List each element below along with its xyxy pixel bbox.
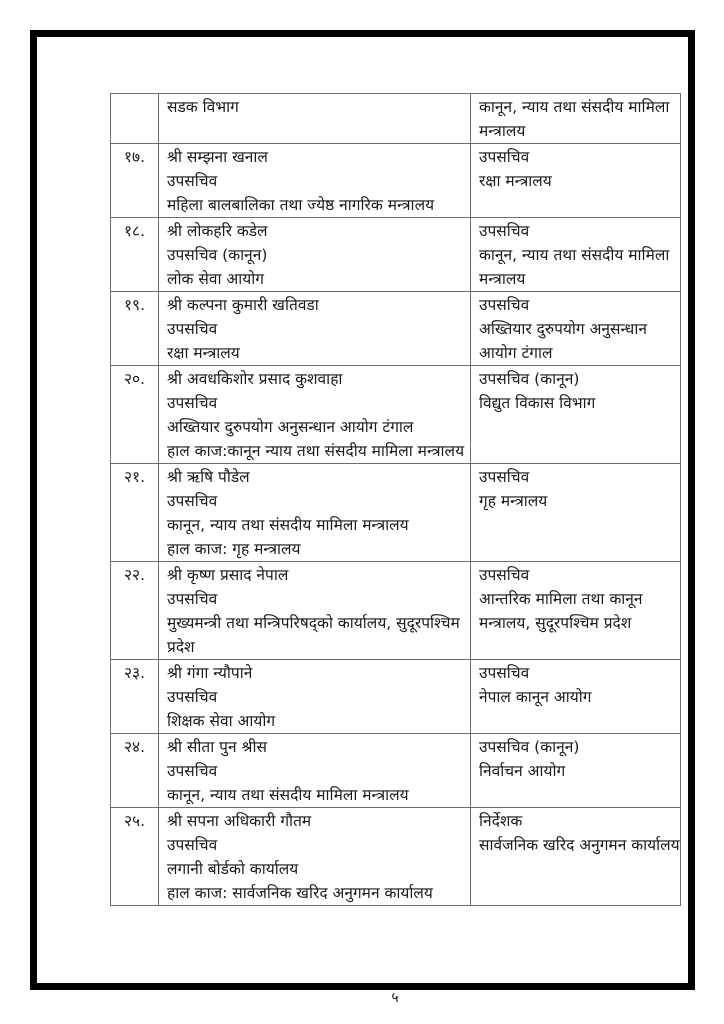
cell-line: निर्देशक bbox=[479, 812, 523, 830]
cell-line: कानून, न्याय तथा संसदीय मामिला bbox=[479, 98, 670, 116]
cell-line: गृह मन्त्रालय bbox=[479, 492, 548, 510]
cell-line: उपसचिव bbox=[167, 836, 218, 854]
cell-line: उपसचिव bbox=[479, 468, 530, 486]
cell-line: उपसचिव bbox=[167, 320, 218, 338]
officials-table bbox=[110, 93, 681, 906]
serial-cell: २५. bbox=[111, 808, 159, 906]
table-row bbox=[111, 808, 681, 906]
cell-line: उपसचिव (कानून) bbox=[479, 370, 580, 388]
cell-line: सार्वजनिक खरिद अनुगमन कार्यालय bbox=[479, 836, 680, 854]
assignment-cell bbox=[471, 808, 681, 906]
cell-line: हाल काज: गृह मन्त्रालय bbox=[167, 540, 301, 558]
cell-line: सडक विभाग bbox=[167, 98, 239, 116]
serial-cell: २४. bbox=[111, 734, 159, 808]
person-cell bbox=[159, 734, 471, 808]
cell-line: श्री सम्झना खनाल bbox=[167, 148, 268, 166]
cell-line: नेपाल कानून आयोग bbox=[479, 688, 592, 706]
person-cell bbox=[159, 366, 471, 464]
cell-line: लोक सेवा आयोग bbox=[167, 270, 264, 288]
cell-line: उपसचिव bbox=[479, 664, 530, 682]
cell-line: मुख्यमन्त्री तथा मन्त्रिपरिषद्को कार्यालय, सुदूरपश्चिम bbox=[167, 614, 460, 632]
cell-line: रक्षा मन्त्रालय bbox=[479, 172, 552, 190]
cell-line: उपसचिव bbox=[479, 296, 530, 314]
cell-line: शिक्षक सेवा आयोग bbox=[167, 712, 276, 730]
cell-line: उपसचिव bbox=[167, 172, 218, 190]
person-cell bbox=[159, 218, 471, 292]
cell-line: उपसचिव bbox=[479, 148, 530, 166]
cell-line: निर्वाचन आयोग bbox=[479, 762, 566, 780]
cell-line: अख्तियार दुरुपयोग अनुसन्धान आयोग टंगाल bbox=[167, 418, 414, 436]
cell-line: प्रदेश bbox=[167, 638, 195, 656]
cell-line: उपसचिव bbox=[167, 394, 218, 412]
person-cell bbox=[159, 562, 471, 660]
person-cell bbox=[159, 144, 471, 218]
cell-line: कानून, न्याय तथा संसदीय मामिला मन्त्रालय bbox=[167, 516, 409, 534]
assignment-cell bbox=[471, 144, 681, 218]
table-row bbox=[111, 660, 681, 734]
cell-line: उपसचिव bbox=[167, 688, 218, 706]
cell-line: अख्तियार दुरुपयोग अनुसन्धान bbox=[479, 320, 647, 338]
cell-line: रक्षा मन्त्रालय bbox=[167, 344, 240, 362]
cell-line: उपसचिव (कानून) bbox=[479, 738, 580, 756]
table-row bbox=[111, 94, 681, 144]
assignment-cell bbox=[471, 660, 681, 734]
cell-line: मन्त्रालय bbox=[479, 270, 526, 288]
table-row bbox=[111, 734, 681, 808]
cell-line: श्री सपना अधिकारी गौतम bbox=[167, 812, 312, 830]
cell-line: श्री ऋषि पौडेल bbox=[167, 468, 250, 486]
serial-cell: २०. bbox=[111, 366, 159, 464]
cell-line: उपसचिव bbox=[479, 222, 530, 240]
cell-line: उपसचिव bbox=[167, 762, 218, 780]
cell-line: कानून, न्याय तथा संसदीय मामिला bbox=[479, 246, 670, 264]
cell-line: उपसचिव (कानून) bbox=[167, 246, 268, 264]
assignment-cell bbox=[471, 562, 681, 660]
serial-cell: १९. bbox=[111, 292, 159, 366]
cell-line: मन्त्रालय bbox=[479, 122, 526, 140]
assignment-cell bbox=[471, 464, 681, 562]
table-row bbox=[111, 144, 681, 218]
cell-line: मन्त्रालय, सुदूरपश्चिम प्रदेश bbox=[479, 614, 632, 632]
table-row bbox=[111, 562, 681, 660]
person-cell bbox=[159, 94, 471, 144]
serial-cell: २३. bbox=[111, 660, 159, 734]
assignment-cell bbox=[471, 218, 681, 292]
cell-line: कानून, न्याय तथा संसदीय मामिला मन्त्रालय bbox=[167, 786, 409, 804]
roster-table-body bbox=[111, 94, 681, 906]
serial-cell: २२. bbox=[111, 562, 159, 660]
cell-line: विद्युत विकास विभाग bbox=[479, 394, 596, 412]
cell-line: श्री लोकहरि कडेल bbox=[167, 222, 268, 240]
cell-line: आयोग टंगाल bbox=[479, 344, 553, 362]
table-row bbox=[111, 366, 681, 464]
person-cell bbox=[159, 660, 471, 734]
person-cell bbox=[159, 808, 471, 906]
cell-line: उपसचिव bbox=[479, 566, 530, 584]
person-cell bbox=[159, 292, 471, 366]
assignment-cell bbox=[471, 94, 681, 144]
assignment-cell bbox=[471, 734, 681, 808]
serial-cell: १७. bbox=[111, 144, 159, 218]
cell-line: लगानी बोर्डको कार्यालय bbox=[167, 860, 299, 878]
cell-line: श्री गंगा न्यौपाने bbox=[167, 664, 253, 682]
cell-line: श्री अवधकिशोर प्रसाद कुशवाहा bbox=[167, 370, 343, 388]
cell-line: महिला बालबालिका तथा ज्येष्ठ नागरिक मन्त्रालय bbox=[167, 196, 435, 214]
table-row bbox=[111, 464, 681, 562]
table-row bbox=[111, 292, 681, 366]
cell-line: हाल काज: सार्वजनिक खरिद अनुगमन कार्यालय bbox=[167, 884, 433, 902]
cell-line: श्री कृष्ण प्रसाद नेपाल bbox=[167, 566, 289, 584]
serial-cell: १८. bbox=[111, 218, 159, 292]
cell-line: आन्तरिक मामिला तथा कानून bbox=[479, 590, 643, 608]
person-cell bbox=[159, 464, 471, 562]
cell-line: श्री सीता पुन श्रीस bbox=[167, 738, 267, 756]
cell-line: उपसचिव bbox=[167, 590, 218, 608]
serial-cell: २१. bbox=[111, 464, 159, 562]
cell-line: हाल काज:कानून न्याय तथा संसदीय मामिला मन्त्रालय bbox=[167, 442, 465, 460]
assignment-cell bbox=[471, 292, 681, 366]
serial-cell bbox=[111, 94, 159, 144]
assignment-cell bbox=[471, 366, 681, 464]
table-row bbox=[111, 218, 681, 292]
cell-line: उपसचिव bbox=[167, 492, 218, 510]
cell-line: श्री कल्पना कुमारी खतिवडा bbox=[167, 296, 319, 314]
page-number: ५ bbox=[391, 990, 399, 1006]
